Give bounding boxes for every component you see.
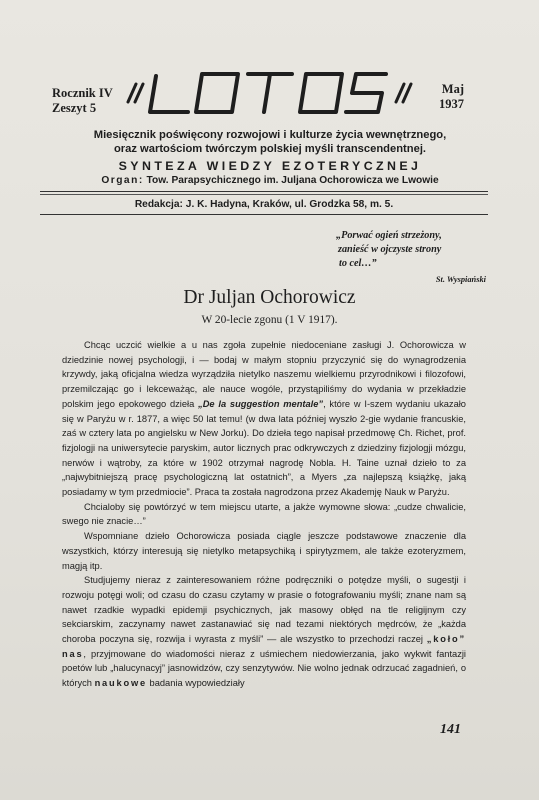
header-rule-bottom [40,214,488,215]
editorial-address: Redakcja: J. K. Hadyna, Kraków, ul. Grodzka 58, m. 5. [134,199,394,210]
lotos-logo [116,58,416,124]
issue-date [426,82,464,112]
article-title: Dr Juljan Ochorowicz [183,287,356,308]
epigraph-line-1: „Porwać ogień strzeżony, [336,230,442,241]
journal-subtitle [40,128,500,156]
paragraph-2: Chcialoby się powtórzyć w tem miejscu utarte, a jakże wymowne słowa: „cudze chwalicie, swego nie znacie…” [62,501,466,527]
paragraph-3: Wspomniane dzieło Ochorowicza posiada ciągle jeszcze podstawowe znaczenie dla wszystkich, którzy interesują się nietylko metapsychiką i spirytyzmem, ale także ezoteryzmem, magją itp. [62,531,466,571]
issue-year: 1937 [439,97,464,111]
epigraph-author: St. Wyspiański [435,275,486,284]
issue-month: Maj [441,82,464,96]
book-title: „De la suggestion mentale” [198,398,324,409]
subtitle-line-1: Miesięcznik poświęcony rozwojowi i kulturze życia wewnętrznego, [93,129,447,141]
paragraph-1-text-b: , które w I-szem wydaniu ukazało się w Paryżu w r. 1877, a więc 50 lat temu! (w dwa lata później wyszło 2-gie wydanie francuskie, zaś w cztery lata po angielsku w New Jorku). Do dzieła tego napisał przedmowę Ch. Richet, prof. fizjologji na uniwersytecie paryskim, autor licznych prac odkrywczych z dziedziny fizjologji mózgu, nerwów i wątroby, za które w 1902 otrzymał nagrodę Nobla. H. Taine uznał dzieło to za „najwybitniejszą pracę psychologiczną lat ostatnich”, a Myers „za najlepszą książkę, jaką posiadamy w tym przedmiocie”. Praca ta została nagrodzona przez Akademję Nauk w Paryżu. [62,398,466,498]
header-rule-double [40,194,488,195]
header-rule-top [40,191,488,192]
journal-motto: SYNTEZA WIEDZY EZOTERYCZNEJ [118,159,422,173]
volume-info [52,86,113,116]
paragraph-1 [62,338,466,500]
organ-label: Organ: [101,175,144,186]
issue-label: Zeszyt 5 [52,101,97,115]
epigraph [336,229,496,287]
subtitle-line-2: oraz wartościom twórczym polskiej myśli transcendentnej. [113,143,427,155]
spaced-emphasis-2: naukowe [94,678,147,689]
paragraph-4-text-b: , przyjmowane do wiadomości nieraz z uśmiechem niedowierzania, jako wykwit fantazji poetów lub „halucynacyj” jasnowidzów, czy senzytywów. Nie wolno jednak odrzucać zagadnień, o których [62,648,466,689]
epigraph-line-3: to cel…” [339,258,377,269]
spaced-emphasis-1: „koło” nas [62,634,466,659]
organ-text: Tow. Parapsychicznego im. Juljana Ochorowicza we Lwowie [143,175,439,186]
volume-label: Rocznik IV [52,86,113,100]
article-dedication: W 20-lecie zgonu (1 V 1917). [201,314,338,326]
paragraph-4 [62,573,466,691]
article-body [62,338,466,691]
paragraph-1-text-a: Chcąc uczcić wielkie a u nas zgoła zupełnie niedoceniane zasługi J. Ochorowicza w dziedzinie nowej psychologji, i — bodaj w małym stopniu przyczynić się do wynagrodzenia krzywdy, jaką oficjalna wiedza wyrządziła nietylko naszemu wielkiemu przyrodnikowi i filozofowi, przemilczając go i lekceważąc, ale nauce wogóle, przystąpiliśmy do wydania w przekładzie polskim jego epokowego dzieła [62,340,466,409]
page-number: 141 [440,722,461,737]
publisher-organ [40,175,500,186]
paragraph-4-text-c: badania wypowiedziały [146,678,245,689]
epigraph-line-2: zanieść w ojczyste strony [338,244,442,255]
paragraph-4-text-a: Studjujemy nieraz z zainteresowaniem różne podręczniki o potędze myśli, o sugestji i rozwoju potęgi woli; od czasu do czasu czytamy w prasie o fotografowaniu myśli; znane nam są nawet rzadkie wypadki epidemji psychicznych, jak masowy obłęd na tle religijnym czy sekciarskim, zaczynamy nawet zastanawiać się nad tezami niektórych mędrców, że „każda choroba poczyna się, rozwija i wyrasta z myśli” — ale wszystko to przechodzi raczej [62,575,466,645]
lotos-logo-graphic [116,58,416,124]
